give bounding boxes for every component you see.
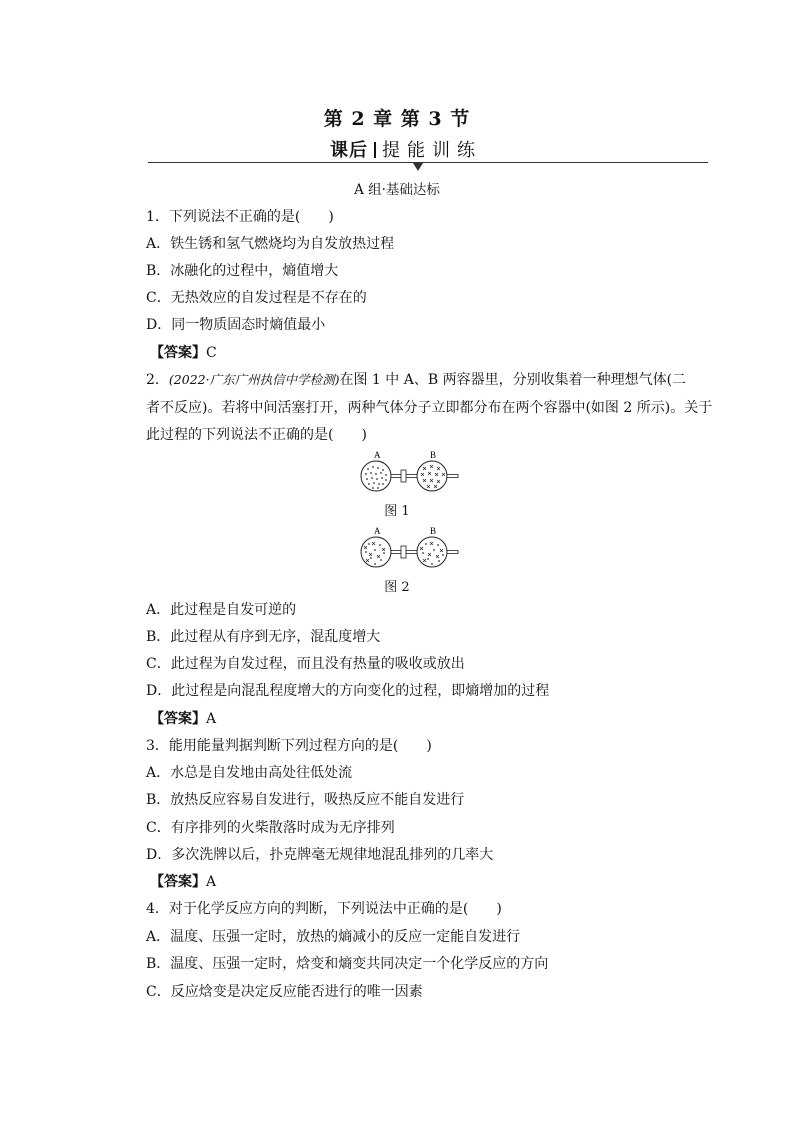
- answer-tag: 【答案】: [150, 345, 206, 361]
- q1-option-b: B．冰融化的过程中，熵值增大: [146, 263, 339, 279]
- fig2-label-a: A: [374, 526, 381, 536]
- figure-2-caption: 图 2: [384, 580, 410, 595]
- figure-2-containers: [356, 525, 460, 571]
- subtitle-rest: 提能训练: [382, 140, 482, 161]
- q2-option-b: B．此过程从有序到无序，混乱度增大: [146, 629, 381, 645]
- q1-option-d: D．同一物质固态时熵值最小: [146, 317, 326, 333]
- q3-option-a: A．水总是自发地由高处往低处流: [146, 765, 353, 781]
- q1-stem: 1．下列说法不正确的是( ): [146, 209, 334, 225]
- q3-option-b: B．放热反应容易自发进行，吸热反应不能自发进行: [146, 792, 465, 808]
- fig1-label-a: A: [374, 450, 381, 460]
- q2-option-d: D．此过程是向混乱程度增大的方向变化的过程，即熵增加的过程: [146, 683, 550, 699]
- q4-option-c: C．反应焓变是决定反应能否进行的唯一因素: [146, 984, 423, 1000]
- header-rule: [148, 162, 708, 163]
- answer-value: C: [206, 345, 217, 361]
- q4-option-a: A．温度、压强一定时，放热的熵减小的反应一定能自发进行: [146, 929, 521, 945]
- q3-option-c: C．有序排列的火柴散落时成为无序排列: [146, 820, 395, 836]
- q4-stem: 4．对于化学反应方向的判断，下列说法中正确的是( ): [146, 901, 502, 917]
- group-heading: A 组·基础达标: [354, 182, 440, 198]
- q2-source: (2022·广东广州执信中学检测): [168, 372, 340, 387]
- q2-stem-line-2: 者不反应)。若将中间活塞打开，两种气体分子立即都分布在两个容器中(如图 2 所示)。关于: [146, 400, 713, 416]
- q3-stem: 3．能用能量判据判断下列过程方向的是( ): [146, 738, 432, 754]
- answer-value: A: [206, 874, 217, 890]
- header-triangle-marker: [413, 163, 423, 171]
- q4-option-b: B．温度、压强一定时，焓变和熵变共同决定一个化学反应的方向: [146, 956, 549, 972]
- subtitle-bold: 课后: [330, 140, 368, 161]
- q2-stem-line-3: 此过程的下列说法不正确的是( ): [146, 427, 367, 443]
- q1-option-c: C．无热效应的自发过程是不存在的: [146, 290, 367, 306]
- q2-answer: [150, 709, 216, 729]
- fig1-label-b: B: [430, 450, 437, 460]
- chapter-title: 第 2 章 第 3 节: [323, 108, 471, 130]
- figure-1-caption: 图 1: [384, 504, 410, 519]
- figure-1-containers: [356, 449, 460, 495]
- q2-option-a: A．此过程是自发可逆的: [146, 602, 297, 618]
- subtitle-divider: [374, 142, 376, 158]
- q1-answer: [150, 343, 217, 363]
- q2-option-c: C．此过程为自发过程，而且没有热量的吸收或放出: [146, 656, 465, 672]
- q1-option-a: A．铁生锈和氢气燃烧均为自发放热过程: [146, 236, 395, 252]
- section-subtitle: [330, 136, 482, 162]
- q2-stem-line-1: 2．(2022·广东广州执信中学检测)在图 1 中 A、B 两容器里，分别收集着一种理想气体(二: [146, 372, 687, 388]
- answer-tag: 【答案】: [150, 874, 206, 890]
- q3-option-d: D．多次洗牌以后，扑克牌毫无规律地混乱排列的几率大: [146, 847, 494, 863]
- fig2-label-b: B: [430, 526, 437, 536]
- answer-tag: 【答案】: [150, 711, 206, 727]
- q3-answer: [150, 872, 216, 892]
- answer-value: A: [206, 711, 217, 727]
